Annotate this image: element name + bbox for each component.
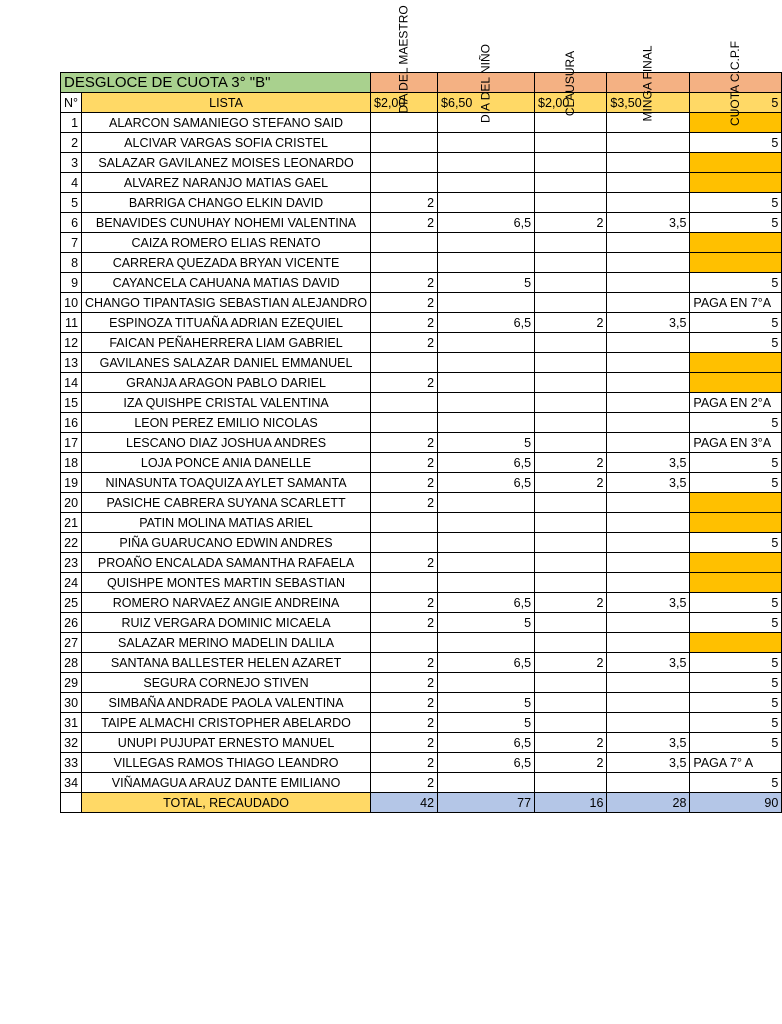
- cell-dia-del-nino: [438, 173, 535, 193]
- price-row: [61, 93, 782, 113]
- row-number: 14: [61, 373, 82, 393]
- cell-dia-del-maestro: 2: [371, 333, 438, 353]
- table-row: [61, 413, 782, 433]
- student-name: PIÑA GUARUCANO EDWIN ANDRES: [82, 533, 371, 553]
- lista-header: LISTA: [82, 93, 371, 113]
- cell-clausura: 2: [535, 453, 607, 473]
- cell-dia-del-nino: [438, 553, 535, 573]
- cell-minga-final: [607, 693, 690, 713]
- cell-cuota-ccpf: [690, 373, 782, 393]
- cell-dia-del-nino: [438, 673, 535, 693]
- cell-cuota-ccpf: 5: [690, 133, 782, 153]
- row-number: 21: [61, 513, 82, 533]
- cell-dia-del-maestro: 2: [371, 493, 438, 513]
- cell-cuota-ccpf: [690, 233, 782, 253]
- cell-cuota-ccpf: 5: [690, 453, 782, 473]
- cell-cuota-ccpf: 5: [690, 533, 782, 553]
- cell-dia-del-maestro: 2: [371, 673, 438, 693]
- cell-minga-final: [607, 153, 690, 173]
- table-row: [61, 493, 782, 513]
- cell-dia-del-maestro: 2: [371, 453, 438, 473]
- cell-minga-final: [607, 513, 690, 533]
- cell-minga-final: [607, 413, 690, 433]
- cell-clausura: [535, 393, 607, 413]
- table-row: [61, 213, 782, 233]
- table-row: [61, 193, 782, 213]
- cell-cuota-ccpf: 5: [690, 213, 782, 233]
- cell-dia-del-nino: 6,5: [438, 473, 535, 493]
- row-number: 6: [61, 213, 82, 233]
- table-row: [61, 773, 782, 793]
- cell-minga-final: 3,5: [607, 753, 690, 773]
- row-number: 7: [61, 233, 82, 253]
- cell-dia-del-nino: [438, 253, 535, 273]
- cell-clausura: [535, 713, 607, 733]
- cell-dia-del-maestro: 2: [371, 473, 438, 493]
- row-number: 9: [61, 273, 82, 293]
- row-number: 17: [61, 433, 82, 453]
- quota-spreadsheet: [60, 4, 782, 813]
- price-dia-del-maestro: $2,00: [371, 93, 438, 113]
- student-name: SALAZAR GAVILANEZ MOISES LEONARDO: [82, 153, 371, 173]
- totals-row: [61, 793, 782, 813]
- cell-dia-del-maestro: [371, 153, 438, 173]
- table-row: [61, 333, 782, 353]
- cell-minga-final: 3,5: [607, 213, 690, 233]
- cell-cuota-ccpf: [690, 353, 782, 373]
- cell-dia-del-nino: [438, 393, 535, 413]
- row-number: 19: [61, 473, 82, 493]
- student-name: CARRERA QUEZADA BRYAN VICENTE: [82, 253, 371, 273]
- cell-dia-del-maestro: [371, 393, 438, 413]
- cell-dia-del-nino: 5: [438, 713, 535, 733]
- cell-clausura: 2: [535, 753, 607, 773]
- table-row: [61, 153, 782, 173]
- table-row: [61, 613, 782, 633]
- cell-dia-del-maestro: 2: [371, 313, 438, 333]
- cell-cuota-ccpf: 5: [690, 733, 782, 753]
- cell-dia-del-nino: [438, 373, 535, 393]
- table-row: [61, 113, 782, 133]
- total-cuota-ccpf: 90: [690, 793, 782, 813]
- row-number: 15: [61, 393, 82, 413]
- cell-clausura: [535, 293, 607, 313]
- header-row: [61, 73, 782, 93]
- cell-clausura: [535, 353, 607, 373]
- cell-cuota-ccpf: 5: [690, 193, 782, 213]
- cell-cuota-ccpf: 5: [690, 273, 782, 293]
- student-name: BENAVIDES CUNUHAY NOHEMI VALENTINA: [82, 213, 371, 233]
- cell-cuota-ccpf: 5: [690, 473, 782, 493]
- student-name: SIMBAÑA ANDRADE PAOLA VALENTINA: [82, 693, 371, 713]
- row-number: 30: [61, 693, 82, 713]
- cell-cuota-ccpf: [690, 173, 782, 193]
- table-row: [61, 433, 782, 453]
- student-name: PROAÑO ENCALADA SAMANTHA RAFAELA: [82, 553, 371, 573]
- student-name: TAIPE ALMACHI CRISTOPHER ABELARDO: [82, 713, 371, 733]
- student-name: UNUPI PUJUPAT ERNESTO MANUEL: [82, 733, 371, 753]
- cell-clausura: [535, 693, 607, 713]
- cell-dia-del-nino: [438, 353, 535, 373]
- cell-minga-final: [607, 573, 690, 593]
- price-clausura: $2,00: [535, 93, 607, 113]
- student-name: SALAZAR MERINO MADELIN DALILA: [82, 633, 371, 653]
- row-number: 12: [61, 333, 82, 353]
- total-clausura: 16: [535, 793, 607, 813]
- student-name: ROMERO NARVAEZ ANGIE ANDREINA: [82, 593, 371, 613]
- totals-label: TOTAL, RECAUDADO: [82, 793, 371, 813]
- cell-cuota-ccpf: [690, 633, 782, 653]
- cell-cuota-ccpf: 5: [690, 653, 782, 673]
- row-number: 25: [61, 593, 82, 613]
- student-name: CAYANCELA CAHUANA MATIAS DAVID: [82, 273, 371, 293]
- row-number: 31: [61, 713, 82, 733]
- table-row: [61, 693, 782, 713]
- cell-dia-del-nino: [438, 153, 535, 173]
- cell-dia-del-maestro: 2: [371, 193, 438, 213]
- row-number: 28: [61, 653, 82, 673]
- cell-dia-del-nino: [438, 533, 535, 553]
- cell-minga-final: [607, 133, 690, 153]
- cell-dia-del-maestro: 2: [371, 593, 438, 613]
- cell-minga-final: [607, 393, 690, 413]
- table-row: [61, 353, 782, 373]
- column-header-cuota-ccpf: [690, 40, 782, 126]
- row-number: 11: [61, 313, 82, 333]
- cell-minga-final: [607, 493, 690, 513]
- student-rows: [61, 113, 782, 793]
- cell-cuota-ccpf: [690, 553, 782, 573]
- cell-minga-final: 3,5: [607, 593, 690, 613]
- cell-dia-del-maestro: 2: [371, 693, 438, 713]
- cell-minga-final: [607, 673, 690, 693]
- student-name: ALVAREZ NARANJO MATIAS GAEL: [82, 173, 371, 193]
- table-row: [61, 313, 782, 333]
- student-name: QUISHPE MONTES MARTIN SEBASTIAN: [82, 573, 371, 593]
- student-name: LESCANO DIAZ JOSHUA ANDRES: [82, 433, 371, 453]
- number-header: N°: [61, 93, 82, 113]
- table-row: [61, 513, 782, 533]
- cell-dia-del-maestro: [371, 573, 438, 593]
- row-number: 24: [61, 573, 82, 593]
- total-dia-del-maestro: 42: [371, 793, 438, 813]
- cell-dia-del-maestro: 2: [371, 433, 438, 453]
- column-header-label: CUOTA C.C.P.F: [728, 40, 743, 126]
- cell-dia-del-maestro: 2: [371, 613, 438, 633]
- cell-minga-final: [607, 353, 690, 373]
- column-header-label: CLAUSURA: [563, 50, 578, 116]
- cell-clausura: 2: [535, 593, 607, 613]
- cell-dia-del-maestro: [371, 173, 438, 193]
- cell-dia-del-nino: 6,5: [438, 313, 535, 333]
- cell-dia-del-maestro: [371, 633, 438, 653]
- cell-minga-final: [607, 533, 690, 553]
- student-name: NINASUNTA TOAQUIZA AYLET SAMANTA: [82, 473, 371, 493]
- cell-clausura: [535, 373, 607, 393]
- cell-cuota-ccpf: 5: [690, 333, 782, 353]
- cell-dia-del-nino: [438, 773, 535, 793]
- student-name: LEON PEREZ EMILIO NICOLAS: [82, 413, 371, 433]
- cell-clausura: 2: [535, 733, 607, 753]
- table-row: [61, 253, 782, 273]
- cell-clausura: [535, 493, 607, 513]
- cell-dia-del-maestro: 2: [371, 733, 438, 753]
- table-row: [61, 673, 782, 693]
- cell-dia-del-maestro: [371, 253, 438, 273]
- row-number: 5: [61, 193, 82, 213]
- cell-dia-del-maestro: [371, 233, 438, 253]
- row-number: 20: [61, 493, 82, 513]
- cell-dia-del-nino: 5: [438, 693, 535, 713]
- row-number: 23: [61, 553, 82, 573]
- cell-clausura: [535, 433, 607, 453]
- cell-minga-final: 3,5: [607, 733, 690, 753]
- cell-minga-final: [607, 333, 690, 353]
- row-number: 2: [61, 133, 82, 153]
- cell-minga-final: [607, 293, 690, 313]
- cell-clausura: [535, 513, 607, 533]
- cell-dia-del-nino: 6,5: [438, 653, 535, 673]
- table-row: [61, 713, 782, 733]
- table-row: [61, 573, 782, 593]
- cell-dia-del-nino: [438, 293, 535, 313]
- cell-minga-final: [607, 233, 690, 253]
- cell-cuota-ccpf: [690, 153, 782, 173]
- cell-clausura: [535, 613, 607, 633]
- row-number: 22: [61, 533, 82, 553]
- row-number: 27: [61, 633, 82, 653]
- cell-dia-del-maestro: 2: [371, 293, 438, 313]
- cell-clausura: [535, 253, 607, 273]
- cell-clausura: 2: [535, 473, 607, 493]
- cell-minga-final: [607, 613, 690, 633]
- cell-dia-del-nino: 6,5: [438, 733, 535, 753]
- student-name: PASICHE CABRERA SUYANA SCARLETT: [82, 493, 371, 513]
- cell-clausura: [535, 193, 607, 213]
- cell-clausura: [535, 673, 607, 693]
- cell-dia-del-maestro: [371, 113, 438, 133]
- total-minga-final: 28: [607, 793, 690, 813]
- cell-cuota-ccpf: [690, 493, 782, 513]
- cell-dia-del-nino: [438, 513, 535, 533]
- student-name: FAICAN PEÑAHERRERA LIAM GABRIEL: [82, 333, 371, 353]
- table-row: [61, 633, 782, 653]
- row-number: 34: [61, 773, 82, 793]
- cell-clausura: [535, 633, 607, 653]
- table-row: [61, 473, 782, 493]
- row-number: 1: [61, 113, 82, 133]
- table-row: [61, 273, 782, 293]
- cell-minga-final: [607, 253, 690, 273]
- row-number: 4: [61, 173, 82, 193]
- table-row: [61, 553, 782, 573]
- cell-cuota-ccpf: 5: [690, 773, 782, 793]
- row-number: 33: [61, 753, 82, 773]
- price-dia-del-nino: $6,50: [438, 93, 535, 113]
- student-name: CAIZA ROMERO ELIAS RENATO: [82, 233, 371, 253]
- cell-cuota-ccpf: 5: [690, 713, 782, 733]
- cell-clausura: [535, 773, 607, 793]
- cell-dia-del-nino: [438, 193, 535, 213]
- cell-clausura: 2: [535, 313, 607, 333]
- table-row: [61, 733, 782, 753]
- cell-dia-del-nino: [438, 333, 535, 353]
- totals-spacer: [61, 793, 82, 813]
- cell-minga-final: [607, 373, 690, 393]
- cell-dia-del-maestro: 2: [371, 773, 438, 793]
- cell-dia-del-maestro: [371, 413, 438, 433]
- cell-dia-del-maestro: 2: [371, 213, 438, 233]
- cell-dia-del-nino: 5: [438, 613, 535, 633]
- cell-cuota-ccpf: 5: [690, 613, 782, 633]
- cell-minga-final: 3,5: [607, 313, 690, 333]
- table-row: [61, 233, 782, 253]
- cell-dia-del-nino: [438, 633, 535, 653]
- cell-minga-final: [607, 633, 690, 653]
- cell-minga-final: [607, 773, 690, 793]
- cell-dia-del-nino: 6,5: [438, 453, 535, 473]
- cell-cuota-ccpf: PAGA EN 3°A: [690, 433, 782, 453]
- row-number: 10: [61, 293, 82, 313]
- total-dia-del-nino: 77: [438, 793, 535, 813]
- cell-clausura: [535, 413, 607, 433]
- row-number: 8: [61, 253, 82, 273]
- cell-minga-final: [607, 173, 690, 193]
- student-name: RUIZ VERGARA DOMINIC MICAELA: [82, 613, 371, 633]
- cell-dia-del-nino: 6,5: [438, 753, 535, 773]
- cell-cuota-ccpf: 5: [690, 413, 782, 433]
- cell-minga-final: [607, 553, 690, 573]
- table-row: [61, 173, 782, 193]
- cell-dia-del-nino: [438, 493, 535, 513]
- cell-dia-del-maestro: 2: [371, 273, 438, 293]
- student-name: ALCIVAR VARGAS SOFIA CRISTEL: [82, 133, 371, 153]
- cell-clausura: [535, 533, 607, 553]
- cell-clausura: [535, 153, 607, 173]
- cell-cuota-ccpf: 5: [690, 693, 782, 713]
- cell-minga-final: 3,5: [607, 473, 690, 493]
- cell-dia-del-nino: [438, 413, 535, 433]
- cell-clausura: [535, 133, 607, 153]
- student-name: BARRIGA CHANGO ELKIN DAVID: [82, 193, 371, 213]
- cell-dia-del-nino: 6,5: [438, 593, 535, 613]
- cell-minga-final: 3,5: [607, 653, 690, 673]
- student-name: CHANGO TIPANTASIG SEBASTIAN ALEJANDRO: [82, 293, 371, 313]
- cell-dia-del-nino: [438, 573, 535, 593]
- student-name: ESPINOZA TITUAÑA ADRIAN EZEQUIEL: [82, 313, 371, 333]
- column-header-label: DIA DEL MAESTRO: [396, 4, 411, 113]
- cell-dia-del-nino: 6,5: [438, 213, 535, 233]
- cell-clausura: [535, 553, 607, 573]
- table-row: [61, 393, 782, 413]
- cell-dia-del-maestro: [371, 133, 438, 153]
- sheet-title: DESGLOCE DE CUOTA 3° "B": [61, 73, 371, 93]
- cell-dia-del-nino: 5: [438, 273, 535, 293]
- student-name: GAVILANES SALAZAR DANIEL EMMANUEL: [82, 353, 371, 373]
- cell-dia-del-nino: [438, 133, 535, 153]
- price-minga-final: $3,50: [607, 93, 690, 113]
- cell-cuota-ccpf: [690, 253, 782, 273]
- row-number: 32: [61, 733, 82, 753]
- cell-cuota-ccpf: PAGA EN 2°A: [690, 393, 782, 413]
- student-name: VIÑAMAGUA ARAUZ DANTE EMILIANO: [82, 773, 371, 793]
- cell-cuota-ccpf: 5: [690, 313, 782, 333]
- table-row: [61, 593, 782, 613]
- table-row: [61, 453, 782, 473]
- column-header-label: DIA DEL NIÑO: [478, 43, 493, 123]
- table-row: [61, 533, 782, 553]
- table-row: [61, 753, 782, 773]
- column-header-label: MINGA FINAL: [640, 44, 655, 122]
- price-cuota-ccpf: 5: [690, 93, 782, 113]
- table-row: [61, 133, 782, 153]
- cell-dia-del-maestro: [371, 353, 438, 373]
- cell-minga-final: [607, 273, 690, 293]
- row-number: 18: [61, 453, 82, 473]
- cell-clausura: [535, 173, 607, 193]
- table-row: [61, 293, 782, 313]
- cell-clausura: [535, 333, 607, 353]
- cell-dia-del-maestro: 2: [371, 373, 438, 393]
- cell-minga-final: [607, 433, 690, 453]
- cell-dia-del-maestro: 2: [371, 653, 438, 673]
- row-number: 29: [61, 673, 82, 693]
- cell-cuota-ccpf: PAGA 7° A: [690, 753, 782, 773]
- student-name: LOJA PONCE ANIA DANELLE: [82, 453, 371, 473]
- cell-minga-final: 3,5: [607, 453, 690, 473]
- cell-dia-del-maestro: [371, 513, 438, 533]
- student-name: GRANJA ARAGON PABLO DARIEL: [82, 373, 371, 393]
- cell-clausura: 2: [535, 213, 607, 233]
- cell-dia-del-maestro: [371, 533, 438, 553]
- row-number: 26: [61, 613, 82, 633]
- cell-clausura: 2: [535, 653, 607, 673]
- student-name: ALARCON SAMANIEGO STEFANO SAID: [82, 113, 371, 133]
- cell-clausura: [535, 273, 607, 293]
- cell-cuota-ccpf: [690, 573, 782, 593]
- cell-minga-final: [607, 713, 690, 733]
- student-name: PATIN MOLINA MATIAS ARIEL: [82, 513, 371, 533]
- cell-dia-del-maestro: 2: [371, 753, 438, 773]
- student-name: IZA QUISHPE CRISTAL VALENTINA: [82, 393, 371, 413]
- row-number: 13: [61, 353, 82, 373]
- cell-cuota-ccpf: 5: [690, 593, 782, 613]
- table-row: [61, 373, 782, 393]
- student-name: SEGURA CORNEJO STIVEN: [82, 673, 371, 693]
- table-row: [61, 653, 782, 673]
- cell-cuota-ccpf: PAGA EN 7°A: [690, 293, 782, 313]
- cell-dia-del-maestro: 2: [371, 553, 438, 573]
- cell-dia-del-nino: [438, 233, 535, 253]
- cell-cuota-ccpf: [690, 513, 782, 533]
- cell-cuota-ccpf: 5: [690, 673, 782, 693]
- row-number: 16: [61, 413, 82, 433]
- student-name: SANTANA BALLESTER HELEN AZARET: [82, 653, 371, 673]
- cell-clausura: [535, 573, 607, 593]
- cell-dia-del-nino: 5: [438, 433, 535, 453]
- cell-minga-final: [607, 193, 690, 213]
- cell-clausura: [535, 233, 607, 253]
- student-name: VILLEGAS RAMOS THIAGO LEANDRO: [82, 753, 371, 773]
- row-number: 3: [61, 153, 82, 173]
- cell-dia-del-maestro: 2: [371, 713, 438, 733]
